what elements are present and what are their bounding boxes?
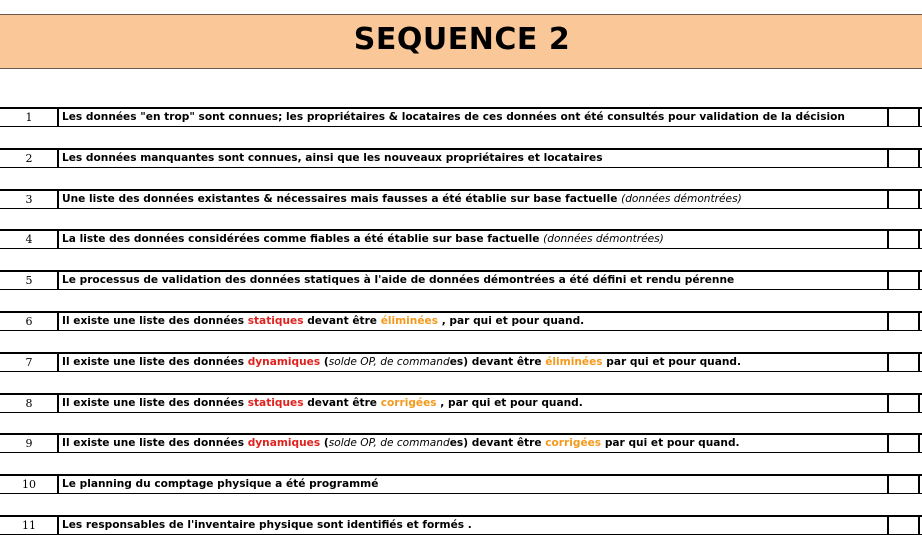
row-bottom-border: [0, 126, 922, 127]
checklist-row: [0, 189, 922, 209]
checklist-row: [0, 474, 922, 494]
row-statement: [57, 109, 889, 126]
row-bottom-border: [0, 289, 922, 290]
checklist-row: [0, 352, 922, 372]
row-checkbox-cell[interactable]: [889, 272, 920, 289]
row-statement: [57, 150, 889, 167]
row-bottom-border: [0, 248, 922, 249]
row-checkbox-cell[interactable]: [889, 150, 920, 167]
statement-segment: éliminées: [545, 356, 603, 368]
page-title: SEQUENCE 2: [353, 22, 571, 57]
row-bottom-border: [0, 208, 922, 209]
row-number: 1: [25, 111, 33, 124]
statement-segment: éliminées: [380, 315, 439, 327]
row-statement: [57, 231, 889, 248]
row-bottom-border: [0, 371, 922, 372]
row-bottom-border: [0, 452, 922, 453]
checklist-row: [0, 229, 922, 249]
statement-segment: devant être: [303, 397, 381, 409]
checklist-row: [0, 433, 922, 453]
row-checkbox-cell[interactable]: [889, 435, 920, 452]
checklist-row: [0, 270, 922, 290]
row-number: 2: [25, 152, 33, 165]
row-statement: [57, 435, 889, 452]
statement-segment: statiques: [247, 397, 304, 409]
row-checkbox-cell[interactable]: [889, 191, 920, 208]
row-checkbox-cell[interactable]: [889, 109, 920, 126]
row-checkbox-cell[interactable]: [889, 395, 920, 412]
row-number: 6: [25, 315, 33, 328]
statement-segment: corrigées: [380, 397, 437, 409]
statement-segment: Il existe une liste des données: [62, 356, 248, 368]
row-number: 5: [25, 274, 33, 287]
statement-segment: Les données "en trop" sont connues; les propriétaires & locataires de ces données ont été consultés pour validation de la décision: [62, 111, 845, 123]
title-banner: [0, 14, 922, 69]
row-statement: [57, 476, 889, 493]
row-statement: [57, 395, 889, 412]
statement-segment: dynamiques: [247, 437, 321, 449]
statement-segment: dynamiques: [247, 356, 321, 368]
row-bottom-border: [0, 412, 922, 413]
statement-segment: (données démontrées): [543, 233, 664, 245]
statement-segment: (données démontrées): [621, 193, 742, 205]
row-number: 4: [25, 233, 33, 246]
statement-segment: es) devant être: [449, 356, 546, 368]
row-number: 7: [25, 356, 33, 369]
row-bottom-border: [0, 330, 922, 331]
checklist-row: [0, 148, 922, 168]
row-statement: [57, 354, 889, 371]
row-statement: [57, 272, 889, 289]
statement-segment: Il existe une liste des données: [62, 315, 248, 327]
row-number: 8: [25, 397, 33, 410]
statement-segment: (: [320, 356, 329, 368]
statement-segment: solde OP, de command: [328, 437, 450, 449]
row-checkbox-cell[interactable]: [889, 354, 920, 371]
statement-segment: La liste des données considérées comme fiables a été établie sur base factuelle: [62, 233, 544, 245]
row-bottom-border: [0, 167, 922, 168]
row-statement: [57, 191, 889, 208]
statement-segment: devant être: [303, 315, 381, 327]
statement-segment: corrigées: [545, 437, 602, 449]
statement-segment: Il existe une liste des données: [62, 437, 248, 449]
statement-segment: Le planning du comptage physique a été programmé: [62, 478, 379, 490]
statement-segment: , par qui et pour quand.: [438, 315, 585, 327]
statement-segment: par qui et pour quand.: [601, 437, 740, 449]
statement-segment: Il existe une liste des données: [62, 397, 248, 409]
statement-segment: par qui et pour quand.: [602, 356, 742, 368]
row-number: 9: [25, 437, 33, 450]
row-checkbox-cell[interactable]: [889, 476, 920, 493]
statement-segment: es) devant être: [449, 437, 546, 449]
statement-segment: solde OP, de command: [328, 356, 450, 368]
statement-segment: Le processus de validation des données statiques à l'aide de données démontrées a été défini et rendu pérenne: [62, 274, 735, 286]
row-statement: [57, 517, 889, 534]
row-checkbox-cell[interactable]: [889, 517, 920, 534]
checklist-row: [0, 311, 922, 331]
checklist-row: [0, 107, 922, 127]
statement-segment: statiques: [247, 315, 304, 327]
checklist-row: [0, 393, 922, 413]
row-number: 3: [25, 193, 33, 206]
statement-segment: Les données manquantes sont connues, ainsi que les nouveaux propriétaires et locataires: [62, 152, 603, 164]
row-number: 10: [22, 478, 36, 491]
statement-segment: , par qui et pour quand.: [436, 397, 583, 409]
statement-segment: Une liste des données existantes & nécessaires mais fausses a été établie sur base factuelle: [62, 193, 622, 205]
checklist-row: [0, 515, 922, 535]
row-number: 11: [22, 519, 36, 532]
statement-segment: Les responsables de l'inventaire physique sont identifiés et formés .: [62, 519, 472, 531]
row-bottom-border: [0, 493, 922, 494]
statement-segment: (: [320, 437, 329, 449]
row-statement: [57, 313, 889, 330]
row-checkbox-cell[interactable]: [889, 313, 920, 330]
row-checkbox-cell[interactable]: [889, 231, 920, 248]
